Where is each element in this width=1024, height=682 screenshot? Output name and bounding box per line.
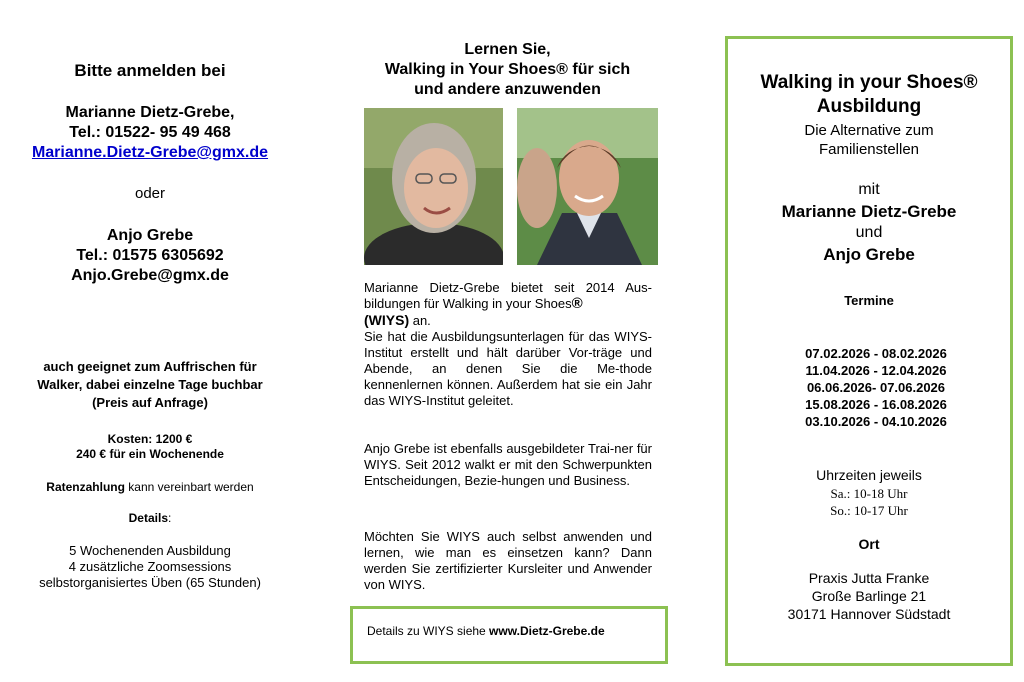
middle-title-line3: und andere anzuwenden xyxy=(414,81,601,98)
contact2-name: Anjo Grebe xyxy=(106,227,194,244)
with-text: mit xyxy=(858,181,880,198)
middle-title-line1: Lernen Sie, xyxy=(464,41,551,58)
details-line3: selbstorganisiertes Üben (65 Stunden) xyxy=(39,575,261,590)
middle-title xyxy=(345,40,670,100)
intro-paragraph xyxy=(364,280,652,409)
dates-label: Termine xyxy=(844,293,894,308)
installment-bold: Ratenzahlung xyxy=(46,480,125,494)
right-subtitle-line2: Familienstellen xyxy=(818,141,920,158)
date-item: 07.02.2026 - 08.02.2026 xyxy=(805,346,947,361)
contact1-email-link[interactable]: Marianne.Dietz-Grebe@gmx.de xyxy=(31,144,269,161)
details-box xyxy=(350,606,668,664)
and-text: und xyxy=(855,224,883,241)
details-line2: 4 zusätzliche Zoomsessions xyxy=(68,559,232,574)
details-colon: : xyxy=(168,511,172,525)
date-item: 15.08.2026 - 16.08.2026 xyxy=(805,397,947,412)
times-sunday: So.: 10-17 Uhr xyxy=(830,503,908,518)
para1-registered: ® xyxy=(571,295,583,312)
para1-wiys: (WIYS) xyxy=(364,312,410,328)
wiys-paragraph: Möchten Sie WIYS auch selbst anwenden und lernen, wie man es einsetzen kann? Dann werden Sie zertifizierter Kursleiter und Anwender von WIYS. xyxy=(364,529,652,592)
right-title-line1: Walking in your Shoes® xyxy=(760,72,978,93)
refresh-line3: (Preis auf Anfrage) xyxy=(92,395,208,410)
date-item: 11.04.2026 - 12.04.2026 xyxy=(805,363,947,378)
or-text: oder xyxy=(134,185,166,202)
para1-a: Marianne Dietz-Grebe bietet seit 2014 Aus-bildungen für Walking in your Shoes xyxy=(364,280,652,311)
installment-rest: kann vereinbart werden xyxy=(124,480,254,494)
place-label: Ort xyxy=(858,536,880,552)
refresh-line1: auch geeignet zum Auffrischen für xyxy=(43,359,257,374)
middle-panel xyxy=(345,0,670,682)
details-line1: 5 Wochenenden Ausbildung xyxy=(69,543,231,558)
details-heading xyxy=(0,511,300,525)
details-prefix: Details zu WIYS siehe xyxy=(367,624,490,638)
cost-line1: Kosten: 1200 € xyxy=(107,432,193,446)
refresh-line2: Walker, dabei einzelne Tage buchbar xyxy=(37,377,263,392)
right-name1: Marianne Dietz-Grebe xyxy=(781,202,957,221)
right-panel xyxy=(725,36,1013,666)
details-url-link[interactable]: www.Dietz-Grebe.de xyxy=(489,624,605,638)
registration-heading: Bitte anmelden bei xyxy=(74,61,226,80)
right-title-line2: Ausbildung xyxy=(816,96,922,117)
photo-marianne xyxy=(364,108,503,265)
date-item: 03.10.2026 - 04.10.2026 xyxy=(805,414,947,429)
para1-b: an. xyxy=(409,313,431,328)
photo-anjo xyxy=(517,108,658,265)
details-label: Details xyxy=(128,511,168,525)
place-line2: Große Barlinge 21 xyxy=(811,588,927,604)
right-subtitle-line1: Die Alternative zum xyxy=(804,122,934,139)
contact1-name: Marianne Dietz-Grebe, xyxy=(65,104,235,121)
cost-line2: 240 € für ein Wochenende xyxy=(76,447,224,461)
anjo-paragraph: Anjo Grebe ist ebenfalls ausgebildeter Trai-ner für WIYS. Seit 2012 walkt er mit den Schwerpunkten Entscheidungen, Bezie-hungen und Business. xyxy=(364,441,652,488)
dates-list xyxy=(728,345,1010,430)
place-line3: 30171 Hannover Südstadt xyxy=(787,606,951,622)
contact1-email-wrap xyxy=(0,144,300,162)
right-name2: Anjo Grebe xyxy=(823,245,915,264)
place-line1: Praxis Jutta Franke xyxy=(808,570,930,586)
contact2-email: Anjo.Grebe@gmx.de xyxy=(71,267,229,284)
installment-note xyxy=(0,480,300,494)
contact1-phone: Tel.: 01522- 95 49 468 xyxy=(69,124,231,141)
times-saturday: Sa.: 10-18 Uhr xyxy=(830,486,908,501)
left-panel xyxy=(0,0,300,682)
date-item: 06.06.2026- 07.06.2026 xyxy=(806,380,946,395)
middle-title-line2: Walking in Your Shoes® für sich xyxy=(384,61,631,78)
times-label: Uhrzeiten jeweils xyxy=(816,467,922,483)
para1-c: Sie hat die Ausbildungsunterlagen für das WIYS-Institut erstellt und hält darüber Vor-träge und Abende, an denen Sie die Me-thode kennenlernen können. Außerdem hat sie ein Jahr das WIYS-Institut geleitet. xyxy=(364,329,652,408)
contact2-phone: Tel.: 01575 6305692 xyxy=(76,247,224,264)
